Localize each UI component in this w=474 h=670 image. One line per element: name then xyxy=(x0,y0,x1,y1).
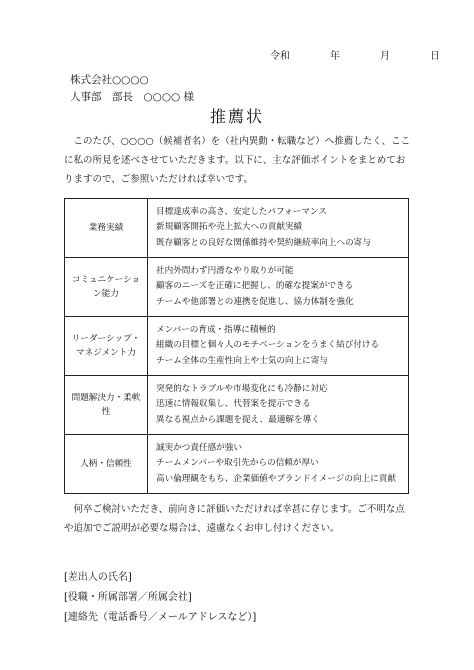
addressee-block xyxy=(70,72,194,106)
table-row xyxy=(65,258,409,317)
date-era: 令和 xyxy=(270,51,290,62)
closing-paragraph: 何卒ご検討いただき、前向きに評価いただければ幸甚に存じます。ご不明な点や追加でご説明が必要な場合は、遠慮なくお申し付けください。 xyxy=(64,504,405,534)
evaluation-point: 突発的なトラブルや市場変化にも冷静に対応 xyxy=(156,383,328,394)
evaluation-point: 組織の目標と個々人のモチベーションをうまく結び付ける xyxy=(156,340,380,351)
date-day: 日 xyxy=(430,51,440,62)
evaluation-point: チームメンバーや取引先からの信頼が厚い xyxy=(156,458,319,469)
addressee-company: 株式会社○○○○ xyxy=(70,74,149,86)
intro-paragraph: このたび、○○○○（候補者名）を（社内異動・転職など）へ推薦したく、ここに私の所見を述べさせていただきます。以下に、主な評価ポイントをまとめておりますので、ご参照いただければ幸いです。 xyxy=(64,136,411,185)
table-row xyxy=(65,376,409,435)
sender-contact: [連絡先（電話番号／メールアドレスなど）] xyxy=(64,612,257,623)
evaluation-point: メンバーの育成・指導に積極的 xyxy=(156,324,276,335)
evaluation-point: 異なる視点から課題を捉え、最適解を導く xyxy=(156,414,320,425)
sender-block xyxy=(64,568,256,628)
evaluation-category: 業務実績 xyxy=(65,199,148,258)
sender-name: [差出人の氏名] xyxy=(64,572,132,583)
evaluation-point: 新規顧客開拓や売上拡大への貢献実績 xyxy=(156,222,303,233)
table-row xyxy=(65,317,409,376)
evaluation-point: 顧客のニーズを正確に把握し、的確な提案ができる xyxy=(156,281,354,292)
sender-role: [役職・所属部署／所属会社] xyxy=(64,592,192,603)
evaluation-table xyxy=(64,198,409,494)
evaluation-point: チーム全体の生産性向上や士気の向上に寄与 xyxy=(156,355,328,366)
evaluation-points xyxy=(148,258,409,317)
evaluation-point: 社内外問わず円滑なやり取りが可能 xyxy=(156,265,294,276)
evaluation-point: 誠実かつ責任感が強い xyxy=(156,442,242,453)
date-year: 年 xyxy=(330,51,340,62)
document-title: 推薦状 xyxy=(209,107,264,126)
date-line xyxy=(270,47,440,62)
evaluation-points xyxy=(148,435,409,494)
evaluation-category: 人柄・信頼性 xyxy=(65,435,148,494)
date-month: 月 xyxy=(380,51,390,62)
evaluation-points xyxy=(148,376,409,435)
table-row xyxy=(65,199,409,258)
evaluation-category: 問題解決力・柔軟性 xyxy=(65,376,148,435)
evaluation-point: 既存顧客との良好な関係維持や契約継続率向上への寄与 xyxy=(156,237,371,248)
evaluation-points xyxy=(148,199,409,258)
evaluation-category: コミュニケーション能力 xyxy=(65,258,148,317)
evaluation-point: 迅速に情報収集し、代替案を提示できる xyxy=(156,399,311,410)
evaluation-category: リーダーシップ・マネジメント力 xyxy=(65,317,148,376)
evaluation-point: 高い倫理観をもち、企業価値やブランドイメージの向上に貢献 xyxy=(156,473,396,484)
addressee-person: 人事部 部長 ○○○○ 様 xyxy=(70,91,194,103)
evaluation-point: 目標達成率の高さ、安定したパフォーマンス xyxy=(156,206,327,217)
evaluation-point: チームや他部署との連携を促進し、協力体制を強化 xyxy=(156,296,354,307)
evaluation-points xyxy=(148,317,409,376)
table-row xyxy=(65,435,409,494)
